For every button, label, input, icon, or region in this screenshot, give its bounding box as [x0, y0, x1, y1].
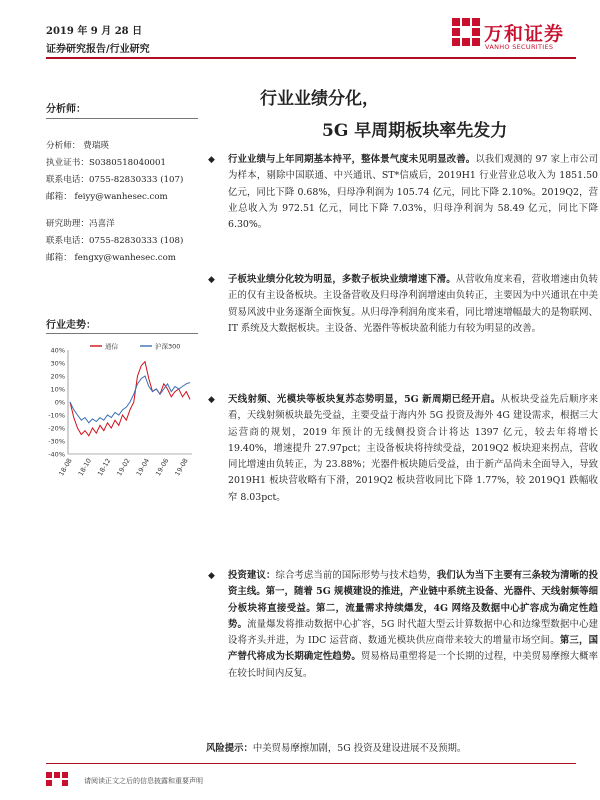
company-logo [452, 18, 572, 56]
series-line-1 [70, 376, 190, 423]
x-tick-label: 18-12 [96, 457, 113, 478]
footer-divider [46, 763, 576, 764]
x-tick-label: 19-04 [134, 457, 152, 478]
bullet-investment [206, 568, 598, 682]
y-tick-label: 20% [50, 372, 65, 381]
y-tick-label: -10% [48, 411, 65, 420]
bullet-4-seg-4: 第三，国产替代将成为长期确定性趋势。 [228, 635, 598, 663]
x-tick-label: 18-10 [76, 457, 94, 478]
analyst-heading: 分析师： [46, 104, 86, 115]
report-date: 2019 年 9 月 28 日 [46, 26, 143, 37]
analyst1-license: 执业证书：S0380518040001 [46, 158, 166, 168]
report-title-line1: 行业业绩分化， [260, 89, 379, 109]
y-tick-label: 30% [50, 359, 65, 368]
diamond-bullet-icon: ◆ [208, 155, 215, 165]
bullet-subsector [206, 272, 598, 337]
risk-text: 中美贸易摩擦加剧，5G 投资及建设进展不及预期。 [252, 743, 467, 754]
bullet-4-seg-3: 流量爆发将推动数据中心扩容，5G 时代超大型云计算数据中心和边缘型数据中心建设将齐头并进，为 IDC 运营商、数通光模块供应商带来较大的增量市场空间。 [228, 618, 598, 647]
bullet-2-text: 从营收角度来看，营收增速由负转正的仅有主设备板块。主设备营收及归母净利润增速由负转正，主要因为中兴通讯在中美贸易风波中业务逐渐全面恢复。从归母净利润角度来看，同比增速增幅最大的是物联网、IT 系统及大数据板块。主设备、光器件等板块盈利能力有较为明显的改善。 [228, 274, 598, 334]
bullet-4-seg-0: 投资建议： [228, 570, 276, 581]
bullet-1-bold: 行业业绩与上年同期基本持平，整体景气度未见明显改善。 [228, 154, 476, 165]
x-tick-label: 19-02 [115, 457, 132, 478]
logo-text-en: VANHO SECURITIES [485, 43, 554, 51]
analyst1-email[interactable]: 邮箱： feiyy@wanhesec.com [46, 192, 168, 202]
legend-label-1: 沪深300 [155, 342, 181, 351]
x-tick-label: 19-06 [154, 457, 171, 478]
analyst1-phone: 联系电话：0755-82830333 (107) [46, 175, 184, 185]
bullet-2-bold: 子板块业绩分化较为明显，多数子板块业绩增速下滑。 [228, 274, 456, 285]
y-tick-label: -30% [48, 437, 65, 446]
y-tick-label: 40% [50, 346, 65, 355]
analyst2-block [46, 216, 183, 267]
y-tick-label: 0% [54, 398, 65, 407]
logo-mark-icon [452, 18, 482, 52]
report-type: 证券研究报告/行业研究 [46, 44, 150, 55]
analyst1-block [46, 138, 183, 206]
trend-heading: 行业走势： [46, 320, 96, 331]
bullet-4-seg-1: 综合考虑当前的国际形势与技术趋势， [275, 570, 437, 581]
sidebar-divider [46, 118, 198, 119]
series-line-0 [70, 362, 190, 436]
analyst2-email[interactable]: 邮箱： fengxy@wanhesec.com [46, 253, 176, 263]
bullet-5g-cycle [206, 392, 598, 506]
diamond-bullet-icon: ◆ [208, 275, 215, 285]
logo-text-cn: 万和证券 [484, 23, 565, 45]
sidebar-divider [46, 333, 198, 334]
footer-logo-icon [46, 770, 76, 794]
risk-label: 风险提示： [206, 743, 253, 754]
bullet-performance [206, 152, 598, 233]
x-tick-label: 18-08 [57, 457, 74, 478]
analyst2-name: 研究助理：冯喜洋 [46, 219, 115, 229]
risk-warning [206, 740, 576, 754]
bullet-1-text: 以我们观测的 97 家上市公司为样本，剔除中国联通、中兴通讯、ST*信威后，2019H1 行业营业总收入为 1851.50 亿元，同比下降 0.68%，归母净利润为 105.74 亿元，同比下降 2.10%。2019Q2，营业总收入为 972.51 亿元，同比下降 7.03%，归母净利润为 58.49 亿元，同比下降 6.30%。 [228, 154, 598, 231]
x-tick-label: 19-08 [173, 457, 190, 478]
y-tick-label: -40% [48, 450, 65, 459]
legend-label-0: 通信 [105, 342, 118, 351]
diamond-bullet-icon: ◆ [208, 571, 215, 581]
analyst2-phone: 联系电话：0755-82830333 (108) [46, 236, 184, 246]
y-tick-label: 10% [50, 385, 65, 394]
industry-trend-chart [40, 336, 200, 496]
header-divider [46, 57, 576, 59]
y-tick-label: -20% [48, 424, 65, 433]
bullet-4-seg-2: 我们认为当下主要有三条较为清晰的投资主线。第一，随着 5G 规模建设的推进，产业链中系统主设备、光器件、天线射频等细分板块将直接受益。第二，流量需求持续爆发，4G 网络及数据中心扩容成为确定性趋势。 [228, 570, 598, 630]
bullet-4-seg-5: 贸易格局重塑将是一个长期的过程，中美贸易摩擦大概率在较长时间内反复。 [228, 651, 598, 679]
diamond-bullet-icon: ◆ [208, 395, 215, 405]
footer-disclaimer: 请阅读正文之后的信息披露和重要声明 [84, 777, 203, 785]
report-title-line2: 5G 早周期板块率先发力 [322, 121, 508, 141]
bullet-3-text: 从板块受益先后顺序来看，天线射频板块最先受益，主要受益于海内外 5G 投资及海外 4G 建设需求，根据三大运营商的规划，2019 年预计的无线侧投资合计将达 1397 亿元，较去年将增长 19.40%，增速提升 27.97pct；主设备板块将持续受益，2019Q2 板块迎来拐点，营收同比增速由负转正，为 23.88%；光器件板块随后受益，由于新产品尚未全面导入，导致 2019H1 板块营收略有下滑，2019Q2 板块营收同比下降 1.77%，较 2019Q1 跌幅收窄 8.03pct。 [228, 394, 598, 503]
analyst1-name: 分析师： 费瑞瑛 [46, 141, 109, 151]
trend-chart-svg [40, 336, 200, 496]
bullet-3-bold: 天线射频、光模块等板块复苏态势明显，5G 新周期已经开启。 [228, 394, 501, 405]
